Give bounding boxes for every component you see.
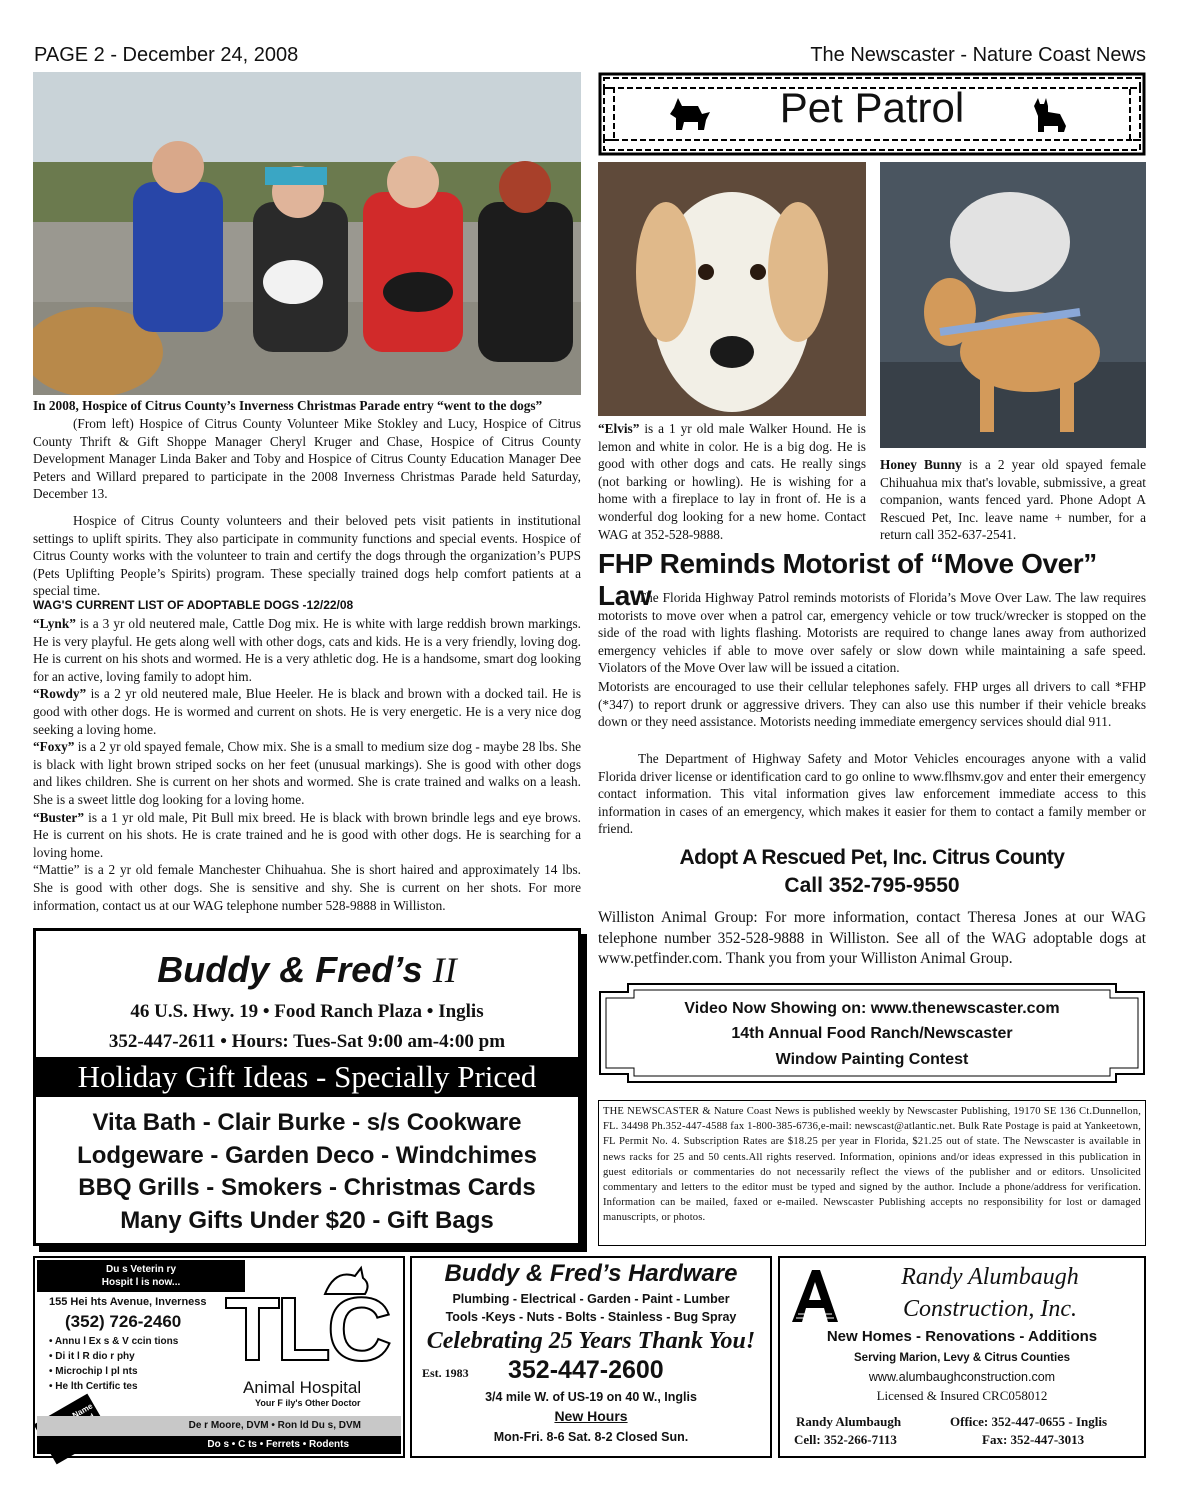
hospice-paragraph-1: (From left) Hospice of Citrus County Volunteer Mike Stokley and Lucy, Hospice of Citrus County Thrift & Gift Shoppe Manager Cheryl Kruger and Chase, Hospice of Citrus County Development Manager Linda Baker and Toby and Hospice of Citrus County Education Manager Dee Peters and Willard prepared to participate in the 2008 Inverness Christmas Parade held Saturday, December 13.	[33, 416, 581, 502]
masthead-box	[598, 1100, 1146, 1246]
cat-dog-logo-icon	[315, 1264, 375, 1304]
adopt-rescued-pet-phone: Call 352-795-9550	[784, 874, 960, 897]
hardware-hours: Mon-Fri. 8-6 Sat. 8-2 Closed Sun.	[493, 1430, 689, 1444]
page-label: PAGE 2 - December 24, 2008	[34, 44, 299, 66]
buddy-fred-ii-products: Vita Bath - Clair Burke - s/s Cookware Lodgeware - Garden Deco - Windchimes BBQ Grills - Smokers - Christmas Cards Many Gifts Under $20 - Gift Bags	[77, 1109, 537, 1234]
tlc-services: • Annu l Ex s & V ccin tions • Di it l R dio r phy • Microchip l pl nts • He lth Certific tes	[49, 1336, 179, 1392]
wag-dog-list	[33, 615, 581, 914]
video-line-3: Window Painting Contest	[775, 1051, 969, 1068]
tlc-phone: (352) 726-2460	[65, 1312, 182, 1331]
randy-website: www.alumbaughconstruction.com	[868, 1370, 1056, 1384]
cat-icon	[1030, 96, 1070, 134]
randy-alumbaugh-ad	[778, 1256, 1146, 1458]
video-line-2: 14th Annual Food Ranch/Newscaster	[731, 1025, 1013, 1042]
randy-person: Randy Alumbaugh	[796, 1414, 902, 1429]
adopt-rescued-pet-line: Adopt A Rescued Pet, Inc. Citrus County	[679, 846, 1065, 869]
randy-name-2: Construction, Inc.	[903, 1296, 1077, 1322]
buddy-fred-ii-banner: Holiday Gift Ideas - Specially Priced	[36, 1057, 578, 1097]
publication-name: The Newscaster - Nature Coast News	[810, 44, 1146, 66]
alumbaugh-a-logo-icon	[790, 1268, 840, 1324]
honey-bunny-photo	[880, 162, 1146, 448]
pet-patrol-banner	[598, 72, 1146, 156]
tlc-doctors-bar: De r Moore, DVM • Ron ld Du s, DVM	[37, 1416, 401, 1436]
dog-entry-foxy: “Foxy” is a 2 yr old spayed female, Chow mix. She is a small to medium size dog - maybe 28 lbs. She is black with light brown striped socks on her feet (unusual markings). She is good with other dogs and likes children. She is current on her shots and wormed. She is crate trained and walks on a leash. She is a sweet little dog looking for a loving home.	[33, 739, 581, 807]
hospice-caption-title: In 2008, Hospice of Citrus County’s Inverness Christmas Parade entry “went to the dogs”	[33, 398, 543, 413]
video-box	[598, 982, 1146, 1084]
hardware-new-hours: New Hours	[554, 1408, 628, 1424]
hospice-photo	[33, 72, 581, 395]
hardware-est: Est. 1983	[422, 1366, 469, 1380]
tlc-address: 155 Hei hts Avenue, Inverness	[49, 1296, 207, 1308]
randy-fax: Fax: 352-447-3013	[982, 1432, 1085, 1447]
randy-serving: Serving Marion, Levy & Citrus Counties	[854, 1352, 1070, 1364]
hardware-line-1: Plumbing - Electrical - Garden - Paint - Lumber	[452, 1292, 730, 1306]
randy-office: Office: 352-447-0655 - Inglis	[950, 1414, 1108, 1429]
elvis-description: “Elvis” is a 1 yr old male Walker Hound. He is lemon and white in color. He is a big dog. He is good with other dogs and cats. He really sings (not barking or howling). He is wishing for a home with a fireplace to lay in front of. He is a wonderful dog looking for a new home. Contact WAG at 352-528-9888.	[598, 421, 866, 542]
hardware-celebrating: Celebrating 25 Years Thank You!	[426, 1328, 756, 1354]
tlc-animal-hospital: Animal Hospital	[243, 1378, 362, 1397]
buddy-fred-ii-phone-hours: 352-447-2611 • Hours: Tues-Sat 9:00 am-4:00 pm	[108, 1031, 506, 1052]
hardware-phone: 352-447-2600	[508, 1356, 664, 1384]
tlc-animals-bar: Do s • C ts • Ferrets • Rodents	[37, 1436, 401, 1454]
tlc-tagline: Your F ily's Other Doctor	[255, 1398, 361, 1408]
randy-name-1: Randy Alumbaugh	[901, 1264, 1079, 1290]
hardware-title: Buddy & Fred’s Hardware	[444, 1260, 738, 1287]
video-line-1: Video Now Showing on: www.thenewscaster.com	[684, 1000, 1060, 1017]
dog-entry-mattie: “Mattie” is a 2 yr old female Manchester Chihuahua. She is short haired and approximately 14 lbs. She is good with other dogs. She is sensitive and shy. She is current on her shots. For more information, contact us at our WAG telephone number 528-9888 in Williston.	[33, 862, 581, 913]
buddy-fred-ii-title: Buddy & Fred’s II	[157, 949, 457, 990]
buddy-fred-ii-ad	[33, 928, 581, 1246]
hardware-ad	[410, 1256, 772, 1458]
masthead-text: THE NEWSCASTER & Nature Coast News is published weekly by Newscaster Publishing, 19170 SE 136 Ct.Dunnellon, FL. 34498 Ph.352-447-4588 fax 1-800-385-6736,e-mail: newscast@atlantic.net. Bulk Rate Postage is paid at Yankeetown, FL Permit No. 4. Subscription Rates are $18.25 per year in Florida, $21.25 out of state. The Newscaster is available in news racks for 25 and 50 cents.All rights reserved. Information, opinions and/or ideas expressed in this publication in guest editorials or commentaries do not necessarily reflect the views of the publisher and or editors. Unsolicited commentary and letters to the editor must be typed and signed by the author. Include a phone/address for verification. Information can be mailed, faxed or e-mailed. Newscaster Publishing accepts no responsibility for lost or damaged manuscripts, or photos.	[603, 1106, 1141, 1224]
randy-cell: Cell: 352-266-7113	[794, 1432, 897, 1447]
elvis-photo	[598, 162, 866, 416]
randy-services: New Homes - Renovations - Additions	[826, 1328, 1098, 1345]
hardware-line-2: Tools -Keys - Nuts - Bolts - Stainless - Bug Spray	[445, 1310, 737, 1324]
fhp-headline: FHP Reminds Motorist of “Move Over” Law	[598, 548, 1097, 611]
scottie-dog-icon	[668, 94, 712, 134]
dog-entry-lynk: “Lynk” is a 3 yr old neutered male, Cattle Dog mix. He is white with large reddish brown markings. He is very playful. He gets along well with other dogs, cats and kids. He is a very friendly, loving dog. He is current on his shots and wormed. He is a very athletic dog. He is a handsome, smart dog looking for an active, loving family to adopt him.	[33, 616, 581, 684]
dog-entry-rowdy: “Rowdy” is a 2 yr old neutered male, Blue Heeler. He is black and brown with a docked tail. He is good with other dogs. He is wormed and current on shots. He is very energetic. He is a very nice dog seeking a loving home.	[33, 686, 581, 737]
fhp-paragraph-1: The Florida Highway Patrol reminds motorists of Florida’s Move Over Law. The law requires motorists to move over when a patrol car, emergency vehicle or tow truck/wrecker is stopped on the side of the road with lights flashing. Motorists are required to change lanes away from authorized emergency vehicles if able to move over safely or slow down while maintaining a safe speed. Violators of the Move Over law will be issued a citation.	[598, 590, 1146, 676]
hospice-paragraph-2: Hospice of Citrus County volunteers and their beloved pets visit patients in institutional settings to uplift spirits. They also participate in community functions and special events. Hospice of Citrus County works with the volunteer to train and certify the dogs through the organization’s PUPS (Pets Uplifting People’s Spirits) program. These specially trained dogs help comfort patients at a special time.	[33, 513, 581, 599]
buddy-fred-ii-address: 46 U.S. Hwy. 19 • Food Ranch Plaza • Inglis	[130, 1001, 484, 1022]
honey-bunny-description: Honey Bunny is a 2 year old spayed female Chihuahua mix that's lovable, submissive, a great companion, wants fenced yard. Phone Adopt A Rescued Pet, Inc. leave name + number, for a return call 352-637-2541.	[880, 457, 1146, 543]
tlc-logo: TLC	[225, 1280, 388, 1380]
fhp-paragraph-3: The Department of Highway Safety and Motor Vehicles encourages anyone with a valid Florida driver license or identification card to go online to www.flhsmv.gov and enter their emergency contact information. This vital information gives law enforcement immediate access to this information in cases of an emergency, which makes it easier for them to contact a family member or friend.	[598, 751, 1146, 837]
randy-license: Licensed & Insured CRC058012	[876, 1388, 1048, 1403]
hardware-location: 3/4 mile W. of US-19 on 40 W., Inglis	[485, 1390, 697, 1404]
williston-animal-group: Williston Animal Group: For more information, contact Theresa Jones at our WAG telephone number 352-528-9888 in Williston. See all of the WAG adoptable dogs at www.petfinder.com. Thank you from your Williston Animal Group.	[598, 909, 1146, 967]
pet-patrol-title: Pet Patrol	[779, 84, 965, 131]
dog-entry-buster: “Buster” is a 1 yr old male, Pit Bull mix breed. He is black with brown brindle legs and eye brows. He is current on his shots. He is crate trained and he is good with other dogs. He is searching for a loving home.	[33, 809, 581, 860]
tlc-top-bar: Du s Veterin ry Hospit l is now...	[37, 1260, 245, 1292]
fhp-paragraph-2: Motorists are encouraged to use their cellular telephones safely. FHP urges all drivers to call *FHP (*347) to report drunk or aggressive drivers. They can also use this number if their vehicle breaks down or they need assistance. Motorists needing immediate emergency services should dial 911.	[598, 679, 1146, 730]
wag-heading: WAG'S CURRENT LIST OF ADOPTABLE DOGS -12/22/08	[33, 598, 354, 612]
tlc-ad	[33, 1256, 405, 1458]
